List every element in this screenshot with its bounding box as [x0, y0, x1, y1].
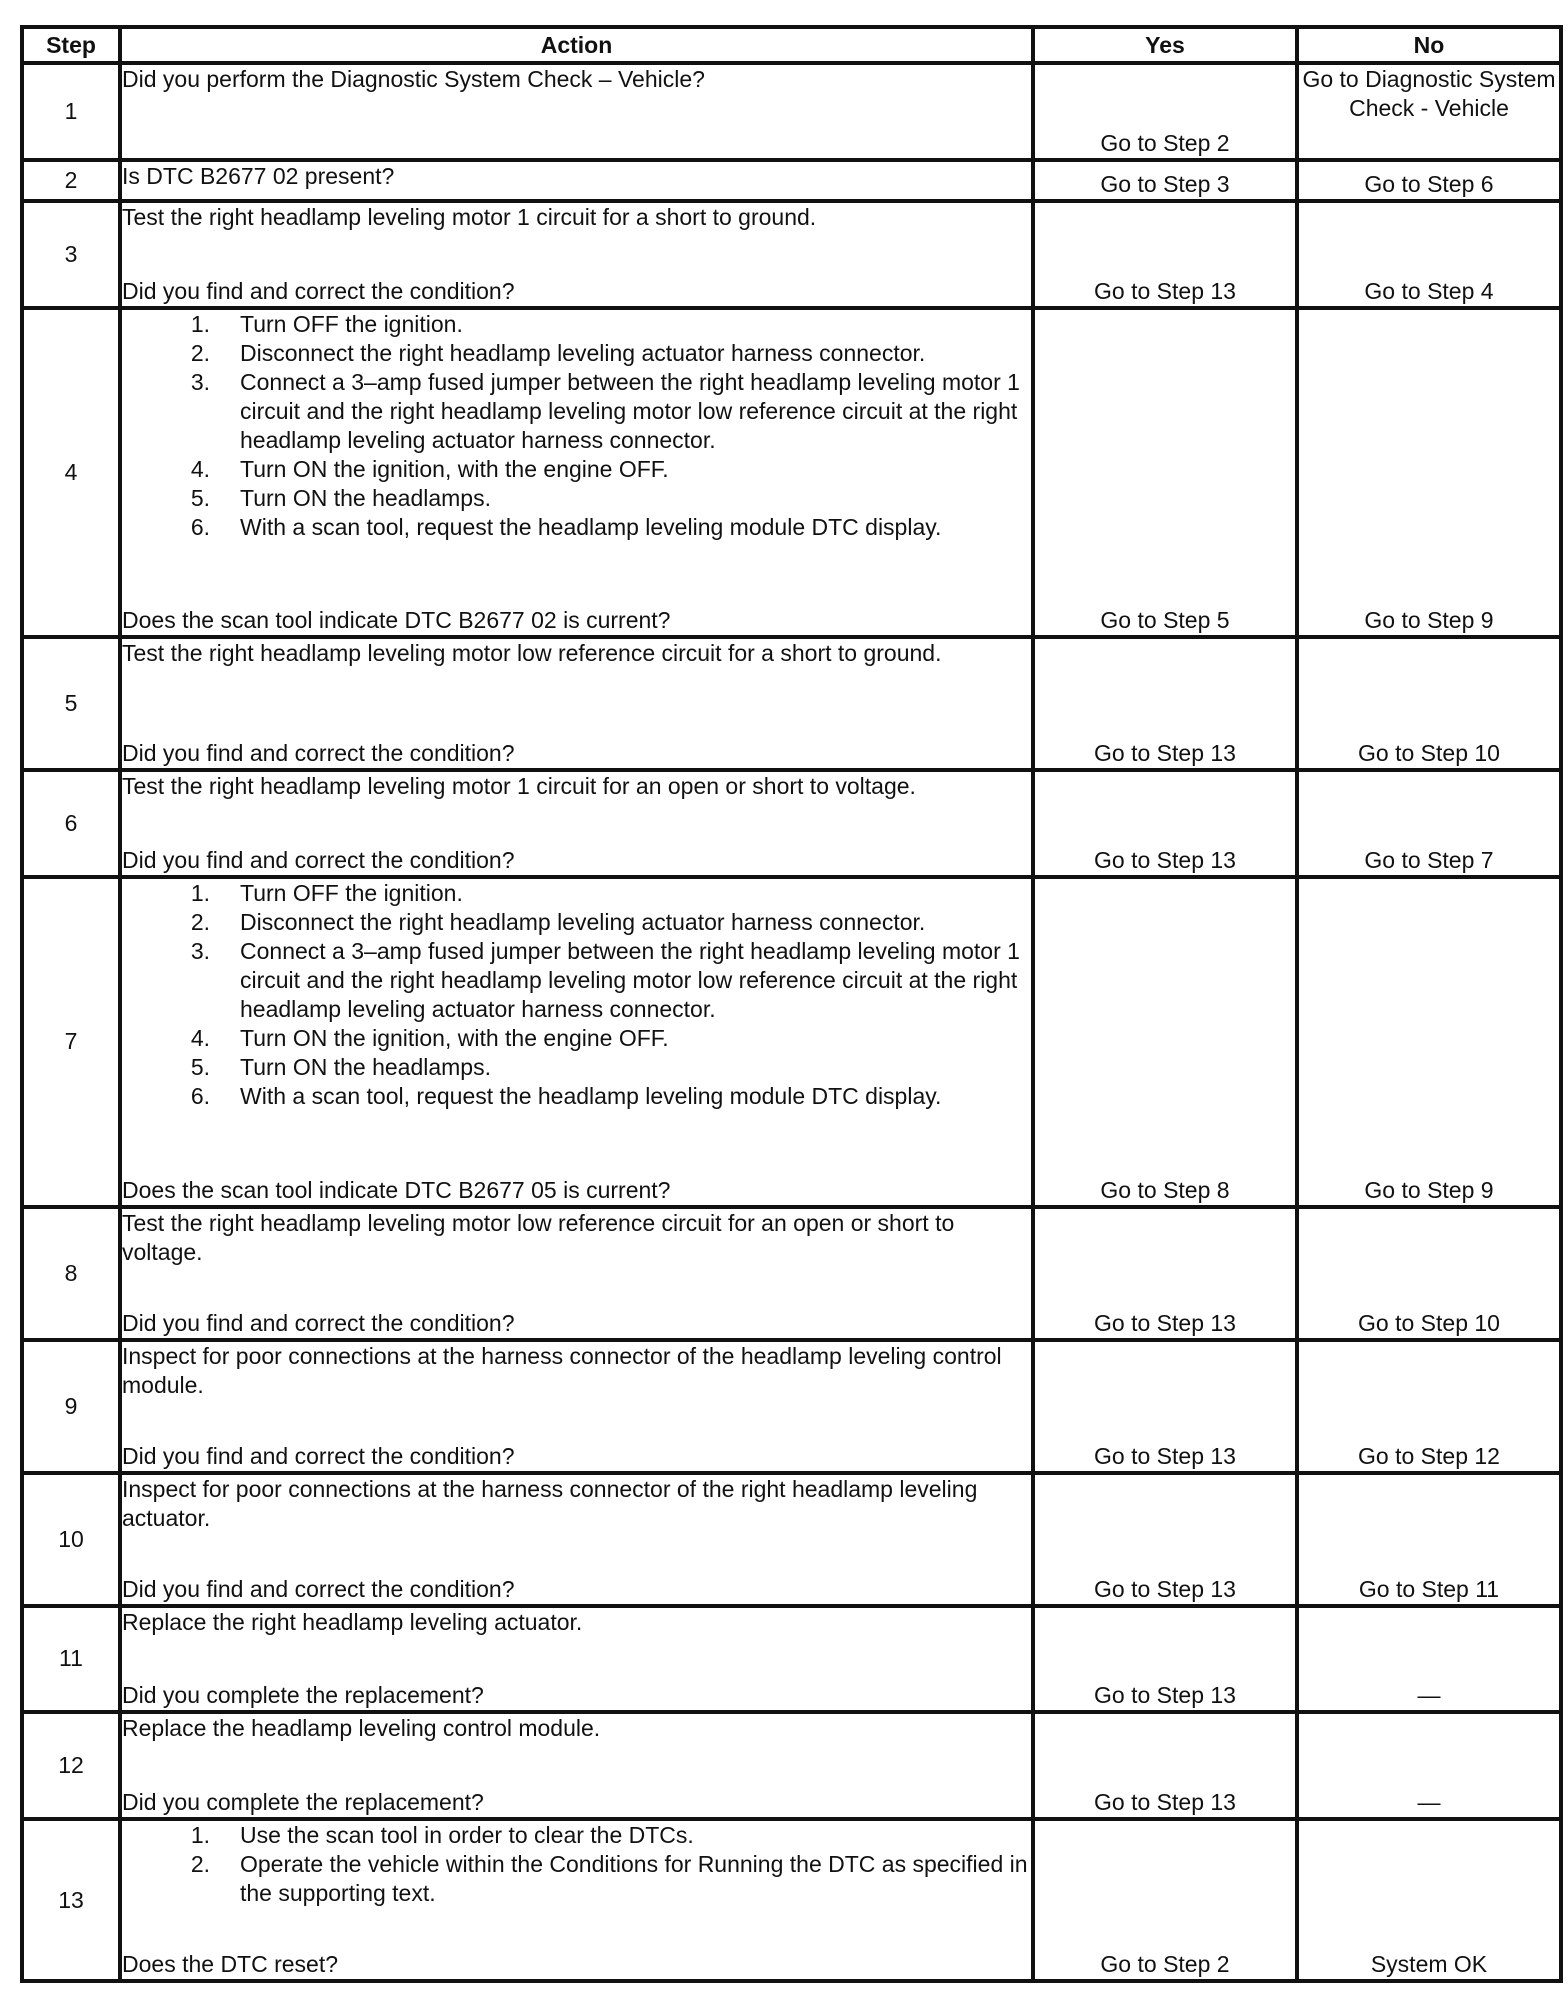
yes-result: Go to Step 13 [1033, 637, 1297, 770]
no-result: — [1297, 1606, 1561, 1713]
action-text: Inspect for poor connections at the harness connector of the right headlamp leveling actuator. [122, 1475, 978, 1531]
action-question: Does the DTC reset? [122, 1951, 339, 1977]
table-row [22, 1207, 1561, 1340]
yes-result: Go to Step 13 [1033, 1473, 1297, 1606]
table-row [22, 877, 1561, 1206]
table-row [22, 1606, 1561, 1713]
header-row [22, 27, 1561, 63]
step-number: 4 [22, 308, 120, 637]
yes-result: Go to Step 5 [1033, 308, 1297, 637]
action-text: Replace the right headlamp leveling actuator. [122, 1608, 583, 1635]
procedure-text: Disconnect the right headlamp leveling actuator harness connector. [240, 339, 926, 366]
procedure-text: With a scan tool, request the headlamp leveling module DTC display. [240, 1083, 942, 1110]
procedure-text: With a scan tool, request the headlamp leveling module DTC display. [240, 513, 942, 540]
step-number: 1 [22, 63, 120, 160]
no-result: Go to Step 4 [1297, 201, 1561, 308]
procedure-number: 5. [190, 484, 210, 511]
no-result: System OK [1297, 1819, 1561, 1981]
action-question: Did you complete the replacement? [122, 1682, 484, 1709]
procedure-text: Use the scan tool in order to clear the DTCs. [240, 1822, 694, 1849]
procedure-text: Turn ON the ignition, with the engine OFF. [240, 1025, 669, 1052]
action-question: Does the scan tool indicate DTC B2677 02 is current? [122, 607, 671, 634]
procedure-text: Turn OFF the ignition. [240, 880, 463, 907]
header-yes: Yes [1033, 27, 1297, 63]
procedure-item [122, 484, 1031, 513]
table-row [22, 637, 1561, 770]
no-result: Go to Step 9 [1297, 877, 1561, 1206]
yes-result: Go to Step 13 [1033, 770, 1297, 877]
yes-result: Go to Step 13 [1033, 1340, 1297, 1473]
procedure-text: Connect a 3–amp fused jumper between the right headlamp leveling motor 1 circuit and the right headlamp leveling motor low reference circuit at the right headlamp leveling actuator harness connector. [240, 938, 1020, 1023]
procedure-number: 1. [190, 1822, 210, 1849]
step-number: 9 [22, 1340, 120, 1473]
procedure-item [122, 310, 1031, 339]
yes-result: Go to Step 3 [1033, 160, 1297, 201]
step-number: 8 [22, 1207, 120, 1340]
procedure-number: 5. [190, 1054, 210, 1081]
action-question: Did you find and correct the condition? [122, 277, 515, 304]
action-cell [120, 1712, 1033, 1819]
action-text: Test the right headlamp leveling motor low reference circuit for a short to ground. [122, 640, 942, 667]
action-cell [120, 201, 1033, 308]
procedure-number: 6. [190, 1083, 210, 1110]
no-result: Go to Step 9 [1297, 308, 1561, 637]
action-cell [120, 1207, 1033, 1340]
procedure-number: 4. [190, 455, 210, 482]
action-cell [120, 1473, 1033, 1606]
procedure-number: 3. [190, 368, 210, 395]
action-cell [120, 308, 1033, 637]
header-no: No [1297, 27, 1561, 63]
step-number: 7 [22, 877, 120, 1206]
action-cell [120, 877, 1033, 1206]
procedure-item [122, 937, 1031, 1024]
action-question: Did you find and correct the condition? [122, 1575, 515, 1602]
procedure-number: 1. [190, 310, 210, 337]
table-row [22, 1473, 1561, 1606]
yes-result: Go to Step 13 [1033, 1606, 1297, 1713]
no-result: Go to Step 12 [1297, 1340, 1561, 1473]
yes-result: Go to Step 13 [1033, 1207, 1297, 1340]
step-number: 2 [22, 160, 120, 201]
action-question: Did you find and correct the condition? [122, 740, 515, 767]
procedure-number: 3. [190, 938, 210, 965]
diagnostic-table [20, 25, 1563, 1983]
step-number: 12 [22, 1712, 120, 1819]
procedure-item [122, 1082, 1031, 1111]
procedure-text: Disconnect the right headlamp leveling actuator harness connector. [240, 909, 926, 936]
step-number: 5 [22, 637, 120, 770]
procedure-item [122, 1821, 1031, 1850]
header-step: Step [22, 27, 120, 63]
action-question: Does the scan tool indicate DTC B2677 05 is current? [122, 1176, 671, 1203]
procedure-item [122, 368, 1031, 455]
procedure-text: Turn ON the headlamps. [240, 1054, 491, 1081]
no-result: Go to Step 6 [1297, 160, 1561, 201]
action-text: Test the right headlamp leveling motor 1 circuit for an open or short to voltage. [122, 773, 916, 800]
action-question: Did you find and correct the condition? [122, 1442, 515, 1469]
yes-result: Go to Step 13 [1033, 1712, 1297, 1819]
action-text: Test the right headlamp leveling motor 1 circuit for a short to ground. [122, 203, 817, 230]
action-question: Did you find and correct the condition? [122, 1309, 515, 1336]
procedure-text: Operate the vehicle within the Conditions for Running the DTC as specified in the supporting text. [240, 1851, 1028, 1907]
yes-result: Go to Step 2 [1033, 63, 1297, 160]
action-text: Is DTC B2677 02 present? [122, 162, 395, 189]
yes-result: Go to Step 13 [1033, 201, 1297, 308]
procedure-text: Turn ON the ignition, with the engine OFF. [240, 455, 669, 482]
procedure-item [122, 513, 1031, 542]
action-cell [120, 1606, 1033, 1713]
action-cell [120, 1819, 1033, 1981]
procedure-item [122, 1850, 1031, 1908]
procedure-number: 1. [190, 880, 210, 907]
action-cell [120, 63, 1033, 160]
no-result: Go to Diagnostic System Check - Vehicle [1297, 63, 1561, 160]
procedure-number: 2. [190, 1851, 210, 1878]
table-row [22, 1712, 1561, 1819]
table-row [22, 1819, 1561, 1981]
step-number: 10 [22, 1473, 120, 1606]
action-cell [120, 637, 1033, 770]
no-result: Go to Step 10 [1297, 1207, 1561, 1340]
procedure-list [122, 1821, 1031, 1908]
procedure-item [122, 339, 1031, 368]
header-action: Action [120, 27, 1033, 63]
procedure-item [122, 1053, 1031, 1082]
procedure-number: 2. [190, 339, 210, 366]
action-question: Did you complete the replacement? [122, 1789, 484, 1816]
procedure-item [122, 908, 1031, 937]
procedure-number: 2. [190, 909, 210, 936]
action-cell [120, 160, 1033, 201]
yes-result: Go to Step 2 [1033, 1819, 1297, 1981]
action-text: Did you perform the Diagnostic System Check – Vehicle? [122, 66, 705, 92]
table-row [22, 770, 1561, 877]
table-row [22, 160, 1561, 201]
action-text: Inspect for poor connections at the harness connector of the headlamp leveling control module. [122, 1342, 1002, 1398]
action-cell [120, 1340, 1033, 1473]
no-result: Go to Step 10 [1297, 637, 1561, 770]
procedure-list [122, 310, 1031, 542]
procedure-text: Turn OFF the ignition. [240, 310, 463, 337]
step-number: 6 [22, 770, 120, 877]
action-text: Test the right headlamp leveling motor low reference circuit for an open or short to voltage. [122, 1209, 955, 1265]
table-row [22, 1340, 1561, 1473]
procedure-number: 4. [190, 1025, 210, 1052]
procedure-item [122, 1024, 1031, 1053]
no-result: Go to Step 7 [1297, 770, 1561, 877]
procedure-text: Turn ON the headlamps. [240, 484, 491, 511]
yes-result: Go to Step 8 [1033, 877, 1297, 1206]
step-number: 3 [22, 201, 120, 308]
action-cell [120, 770, 1033, 877]
procedure-text: Connect a 3–amp fused jumper between the right headlamp leveling motor 1 circuit and the right headlamp leveling motor low reference circuit at the right headlamp leveling actuator harness connector. [240, 368, 1020, 453]
action-question: Did you find and correct the condition? [122, 847, 515, 874]
action-text: Replace the headlamp leveling control module. [122, 1715, 601, 1742]
no-result: Go to Step 11 [1297, 1473, 1561, 1606]
procedure-list [122, 879, 1031, 1111]
table-row [22, 308, 1561, 637]
step-number: 11 [22, 1606, 120, 1713]
table-body [22, 63, 1561, 1981]
procedure-number: 6. [190, 513, 210, 540]
no-result: — [1297, 1712, 1561, 1819]
table-row [22, 63, 1561, 160]
step-number: 13 [22, 1819, 120, 1981]
procedure-item [122, 455, 1031, 484]
table-row [22, 201, 1561, 308]
procedure-item [122, 879, 1031, 908]
